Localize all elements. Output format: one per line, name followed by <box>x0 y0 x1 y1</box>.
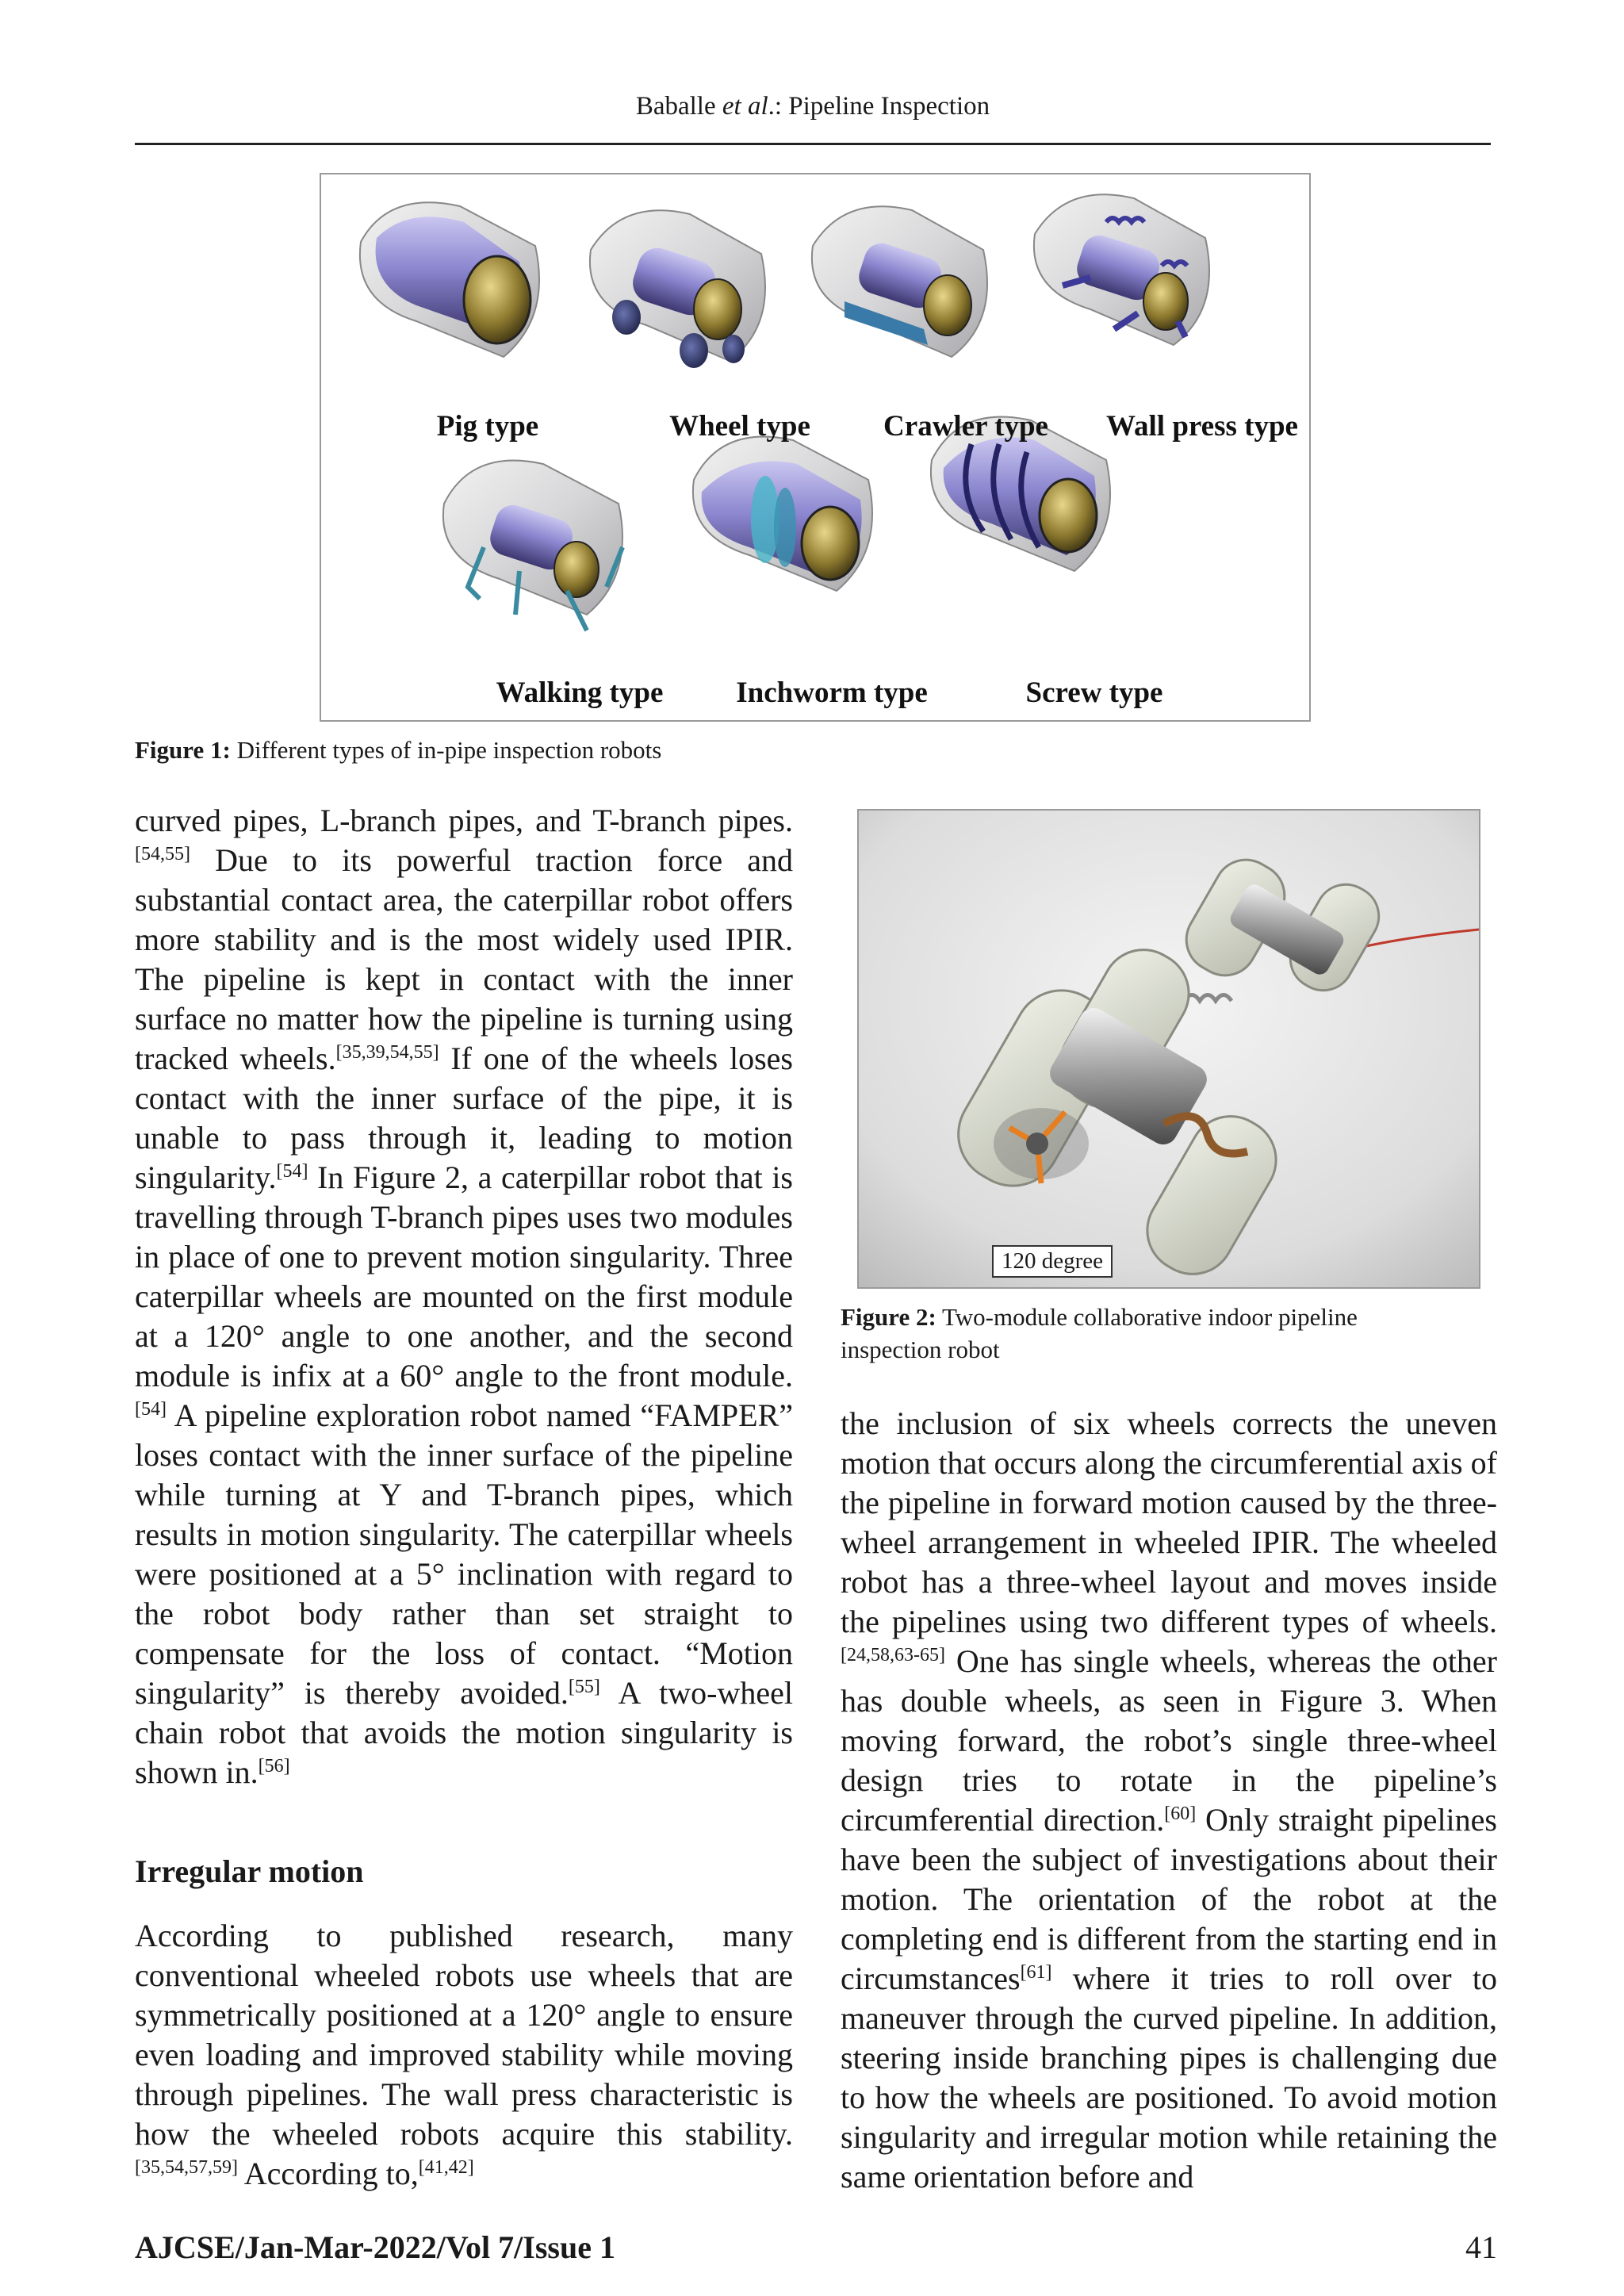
citation: [54] <box>135 1399 167 1420</box>
text-run: Only straight pipelines have been the subject of investigations about their motion. The orientation of the robot at the completing end is different from the starting end in circumstances <box>841 1802 1497 1996</box>
text-run: In Figure 2, a caterpillar robot that is travelling through T-branch pipes uses two modules in place of one to prevent motion singularity. Three caterpillar wheels are mounted on the first module at a 120° angle to one another, and the second module is infix at a 60° angle to the front module. <box>135 1159 793 1393</box>
footer-page-number: 41 <box>1465 2229 1497 2265</box>
left-column-paragraph-2 <box>135 1916 793 2194</box>
running-head-etal: et al <box>722 92 768 121</box>
citation: [60] <box>1164 1803 1197 1824</box>
figure-2-caption-label: Figure 2: <box>841 1303 936 1331</box>
label-walking-type: Walking type <box>496 677 664 709</box>
label-wheel-type: Wheel type <box>669 410 810 443</box>
figure-2-photo <box>859 811 1479 1287</box>
text-run: According to, <box>237 2156 419 2191</box>
figure-2-caption-text: Two-module collaborative indoor pipeline inspection robot <box>841 1303 1358 1363</box>
text-run: A two-wheel chain robot that avoids the motion singularity is shown in. <box>135 1675 793 1790</box>
citation: [35,54,57,59] <box>135 2157 238 2178</box>
running-head <box>135 92 1491 121</box>
inchworm-type-graphic <box>693 437 872 591</box>
label-wall-press-type: Wall press type <box>1106 410 1298 443</box>
pig-type-graphic <box>360 202 539 357</box>
citation: [54] <box>276 1161 308 1182</box>
label-crawler-type: Crawler type <box>883 410 1048 443</box>
text-run: where it tries to roll over to maneuver through the curved pipeline. In addition, steering inside branching pipes is challenging due to how the wheels are positioned. To avoid motion singularity and irregular motion while retaining the same orientation before and <box>841 1961 1497 2194</box>
figure-1-caption-text: Different types of in-pipe inspection robots <box>230 736 662 764</box>
citation: [35,39,54,55] <box>335 1042 439 1063</box>
wall-press-type-graphic <box>1034 194 1209 345</box>
section-heading-irregular-motion: Irregular motion <box>135 1853 364 1889</box>
text-run: According to published research, many conventional wheeled robots use wheels that are symmetrically positioned at a 120° angle to ensure even loading and improved stability while moving through pipelines. The wall press characteristic is how the wheeled robots acquire this stability. <box>135 1918 793 2152</box>
label-inchworm-type: Inchworm type <box>736 677 928 709</box>
figure-1-illustration <box>321 174 1309 720</box>
text-run: the inclusion of six wheels corrects the uneven motion that occurs along the circumferential axis of the pipeline in forward motion caused by the three-wheel arrangement in wheeled IPIR. The wheeled robot has a three-wheel layout and moves inside the pipelines using two different types of wheels. <box>841 1405 1497 1639</box>
figure-2-inset-label: 120 degree <box>992 1245 1113 1278</box>
text-run: Due to its powerful traction force and substantial contact area, the caterpillar robot offers more stability and is the most widely used IPIR. The pipeline is kept in contact with the inner surface no matter how the pipeline is turning using tracked wheels. <box>135 842 793 1076</box>
footer-journal: AJCSE/Jan-Mar-2022/Vol 7/Issue 1 <box>135 2229 615 2265</box>
label-pig-type: Pig type <box>436 410 539 443</box>
citation: [41,42] <box>418 2157 474 2178</box>
wheel-type-graphic <box>590 210 765 368</box>
text-run: A pipeline exploration robot named “FAMPER” loses contact with the inner surface of the pipeline while turning at Y and T-branch pipes, which results in motion singularity. The caterpillar wheels were positioned at a 5° inclination with regard to the robot body rather than set straight to compensate for the loss of contact. “Motion singularity” is thereby avoided. <box>135 1397 793 1711</box>
walking-type-graphic <box>443 461 622 631</box>
label-screw-type: Screw type <box>1025 677 1163 709</box>
figure-1 <box>320 173 1311 722</box>
citation: [55] <box>568 1677 600 1697</box>
right-column-paragraph <box>841 1404 1497 2197</box>
figure-2 <box>857 809 1480 1289</box>
running-head-author: Baballe <box>635 92 722 121</box>
figure-1-caption <box>135 734 1324 766</box>
citation: [54,55] <box>135 844 190 864</box>
running-head-title: .: Pipeline Inspection <box>768 92 990 121</box>
left-column-paragraph-1 <box>135 801 793 1792</box>
citation: [56] <box>258 1756 290 1777</box>
crawler-type-graphic <box>812 206 987 357</box>
citation: [61] <box>1020 1962 1052 1983</box>
text-run: If one of the wheels loses contact with the inner surface of the pipe, it is unable to pass through it, leading to motion singularity. <box>135 1041 793 1195</box>
figure-1-caption-label: Figure 1: <box>135 736 231 764</box>
text-run: curved pipes, L-branch pipes, and T-branch pipes. <box>135 803 793 838</box>
header-rule <box>135 143 1491 145</box>
text-run: One has single wheels, whereas the other has double wheels, as seen in Figure 3. When moving forward, the robot’s single three-wheel design tries to rotate in the pipeline’s circumferential direction. <box>841 1643 1497 1838</box>
figure-2-caption <box>841 1301 1459 1366</box>
citation: [24,58,63-65] <box>841 1645 945 1665</box>
